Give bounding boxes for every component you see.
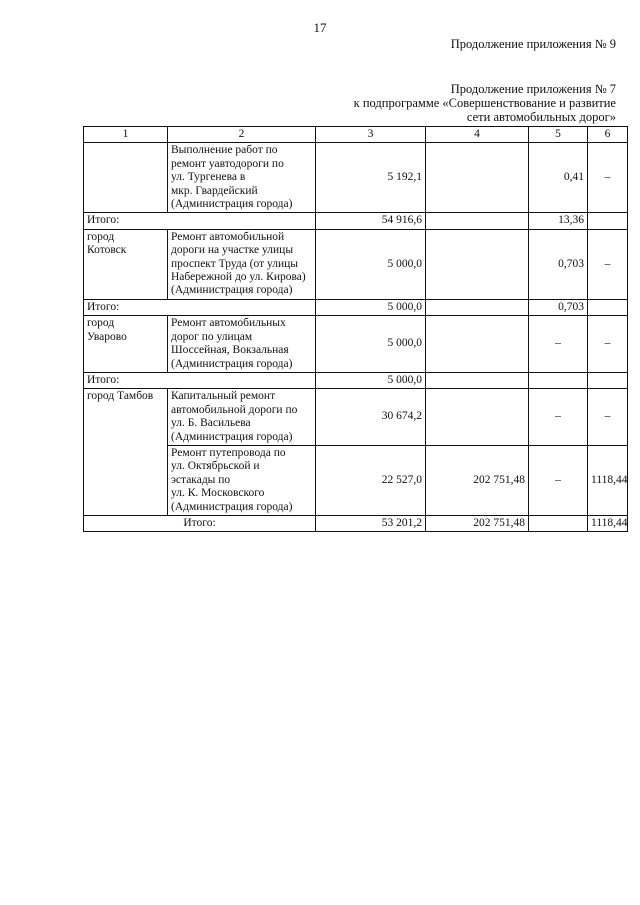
total-col3: 5 000,0 (316, 372, 426, 388)
desc-line: Выполнение работ по (171, 144, 278, 157)
desc-line: Набережной до ул. Кирова) (171, 271, 306, 284)
place-cell: город Тамбов (84, 389, 168, 516)
total-col4 (426, 213, 529, 229)
desc-line: дороги на участке улицы (171, 244, 294, 257)
total-col5: 0,703 (529, 299, 588, 315)
col5-value: 0,703 (529, 229, 588, 299)
continuation-line-3: сети автомобильных дорог» (466, 110, 616, 124)
table-row-turgenev (84, 143, 628, 213)
desc-line: эстакады по (171, 473, 231, 486)
desc-line: (Администрация города) (171, 284, 293, 297)
header-col-5: 5 (529, 127, 588, 143)
desc-line: ул. Тургенева в (171, 171, 246, 184)
total-col5 (529, 372, 588, 388)
desc-line: ремонт уавтодороги по (171, 157, 284, 170)
table-header-row (84, 127, 628, 143)
col4-value (426, 316, 529, 373)
col5-value: 0,41 (529, 143, 588, 213)
header-col-3: 3 (316, 127, 426, 143)
desc-line: Ремонт автомобильной (171, 230, 285, 243)
total-col3: 53 201,2 (316, 515, 426, 531)
work-description (168, 389, 316, 446)
desc-line: ул. К. Московского (171, 487, 265, 500)
desc-line: (Администрация города) (171, 198, 293, 211)
work-description (168, 229, 316, 299)
col6-value: – (588, 316, 628, 373)
total-col3: 54 916,6 (316, 213, 426, 229)
total-col4: 202 751,48 (426, 515, 529, 531)
header-col-1: 1 (84, 127, 168, 143)
total-col4 (426, 299, 529, 315)
total-label: Итого: (84, 515, 316, 531)
col3-value: 5 000,0 (316, 229, 426, 299)
col5-value: – (529, 445, 588, 515)
place-cell (84, 316, 168, 373)
col6-value: 1118,44 (588, 445, 628, 515)
place-line: Уварово (87, 330, 127, 343)
col4-value (426, 389, 529, 446)
desc-line: Капитальный ремонт (171, 390, 276, 403)
total-col6 (588, 299, 628, 315)
col3-value: 5 000,0 (316, 316, 426, 373)
total-row-3 (84, 372, 628, 388)
col4-value (426, 229, 529, 299)
continuation-appendix-7 (354, 82, 616, 124)
total-col4 (426, 372, 529, 388)
col3-value: 30 674,2 (316, 389, 426, 446)
table-row-uvarovo (84, 316, 628, 373)
desc-line: Ремонт путепровода по (171, 446, 286, 459)
desc-line: (Администрация города) (171, 430, 293, 443)
appendix-table (83, 126, 628, 532)
col6-value: – (588, 389, 628, 446)
desc-line: проспект Труда (от улицы (171, 257, 299, 270)
desc-line: ул. Октябрьской и (171, 460, 260, 473)
col3-value: 5 192,1 (316, 143, 426, 213)
desc-line: мкр. Гвардейский (171, 184, 258, 197)
continuation-line-1: Продолжение приложения № 7 (450, 82, 616, 96)
page-number: 17 (313, 20, 327, 35)
place-line: город (87, 230, 115, 243)
desc-line: Ремонт автомобильных (171, 317, 286, 330)
col6-value: – (588, 143, 628, 213)
work-description (168, 445, 316, 515)
work-description (168, 143, 316, 213)
continuation-line-2: к подпрограмме «Совершенствование и развитие (353, 96, 616, 110)
desc-line: (Администрация города) (171, 357, 293, 370)
desc-line: (Администрация города) (171, 500, 293, 513)
place-line: Котовск (87, 244, 127, 257)
header-col-6: 6 (588, 127, 628, 143)
header-col-2: 2 (168, 127, 316, 143)
col5-value: – (529, 316, 588, 373)
place-line: город (87, 317, 115, 330)
desc-line: ул. Б. Васильева (171, 417, 251, 430)
desc-line: Шоссейная, Вокзальная (171, 344, 289, 357)
total-col6 (588, 372, 628, 388)
header-col-4: 4 (426, 127, 529, 143)
total-col5: 13,36 (529, 213, 588, 229)
total-row-2 (84, 299, 628, 315)
total-label: Итого: (84, 213, 316, 229)
total-col6: 1118,44 (588, 515, 628, 531)
total-col6 (588, 213, 628, 229)
table-row-tambov-1 (84, 389, 628, 446)
continuation-appendix-9: Продолжение приложения № 9 (450, 37, 616, 51)
col4-value (426, 143, 529, 213)
total-label: Итого: (84, 372, 316, 388)
total-col5 (529, 515, 588, 531)
total-row-4 (84, 515, 628, 531)
total-row-1 (84, 213, 628, 229)
place-cell (84, 229, 168, 299)
desc-line: автомобильной дороги по (171, 403, 298, 416)
col6-value: – (588, 229, 628, 299)
col3-value: 22 527,0 (316, 445, 426, 515)
col4-value: 202 751,48 (426, 445, 529, 515)
desc-line: дорог по улицам (171, 330, 253, 343)
col5-value: – (529, 389, 588, 446)
work-description (168, 316, 316, 373)
place-cell (84, 143, 168, 213)
total-col3: 5 000,0 (316, 299, 426, 315)
table-row-kotovsk (84, 229, 628, 299)
total-label: Итого: (84, 299, 316, 315)
